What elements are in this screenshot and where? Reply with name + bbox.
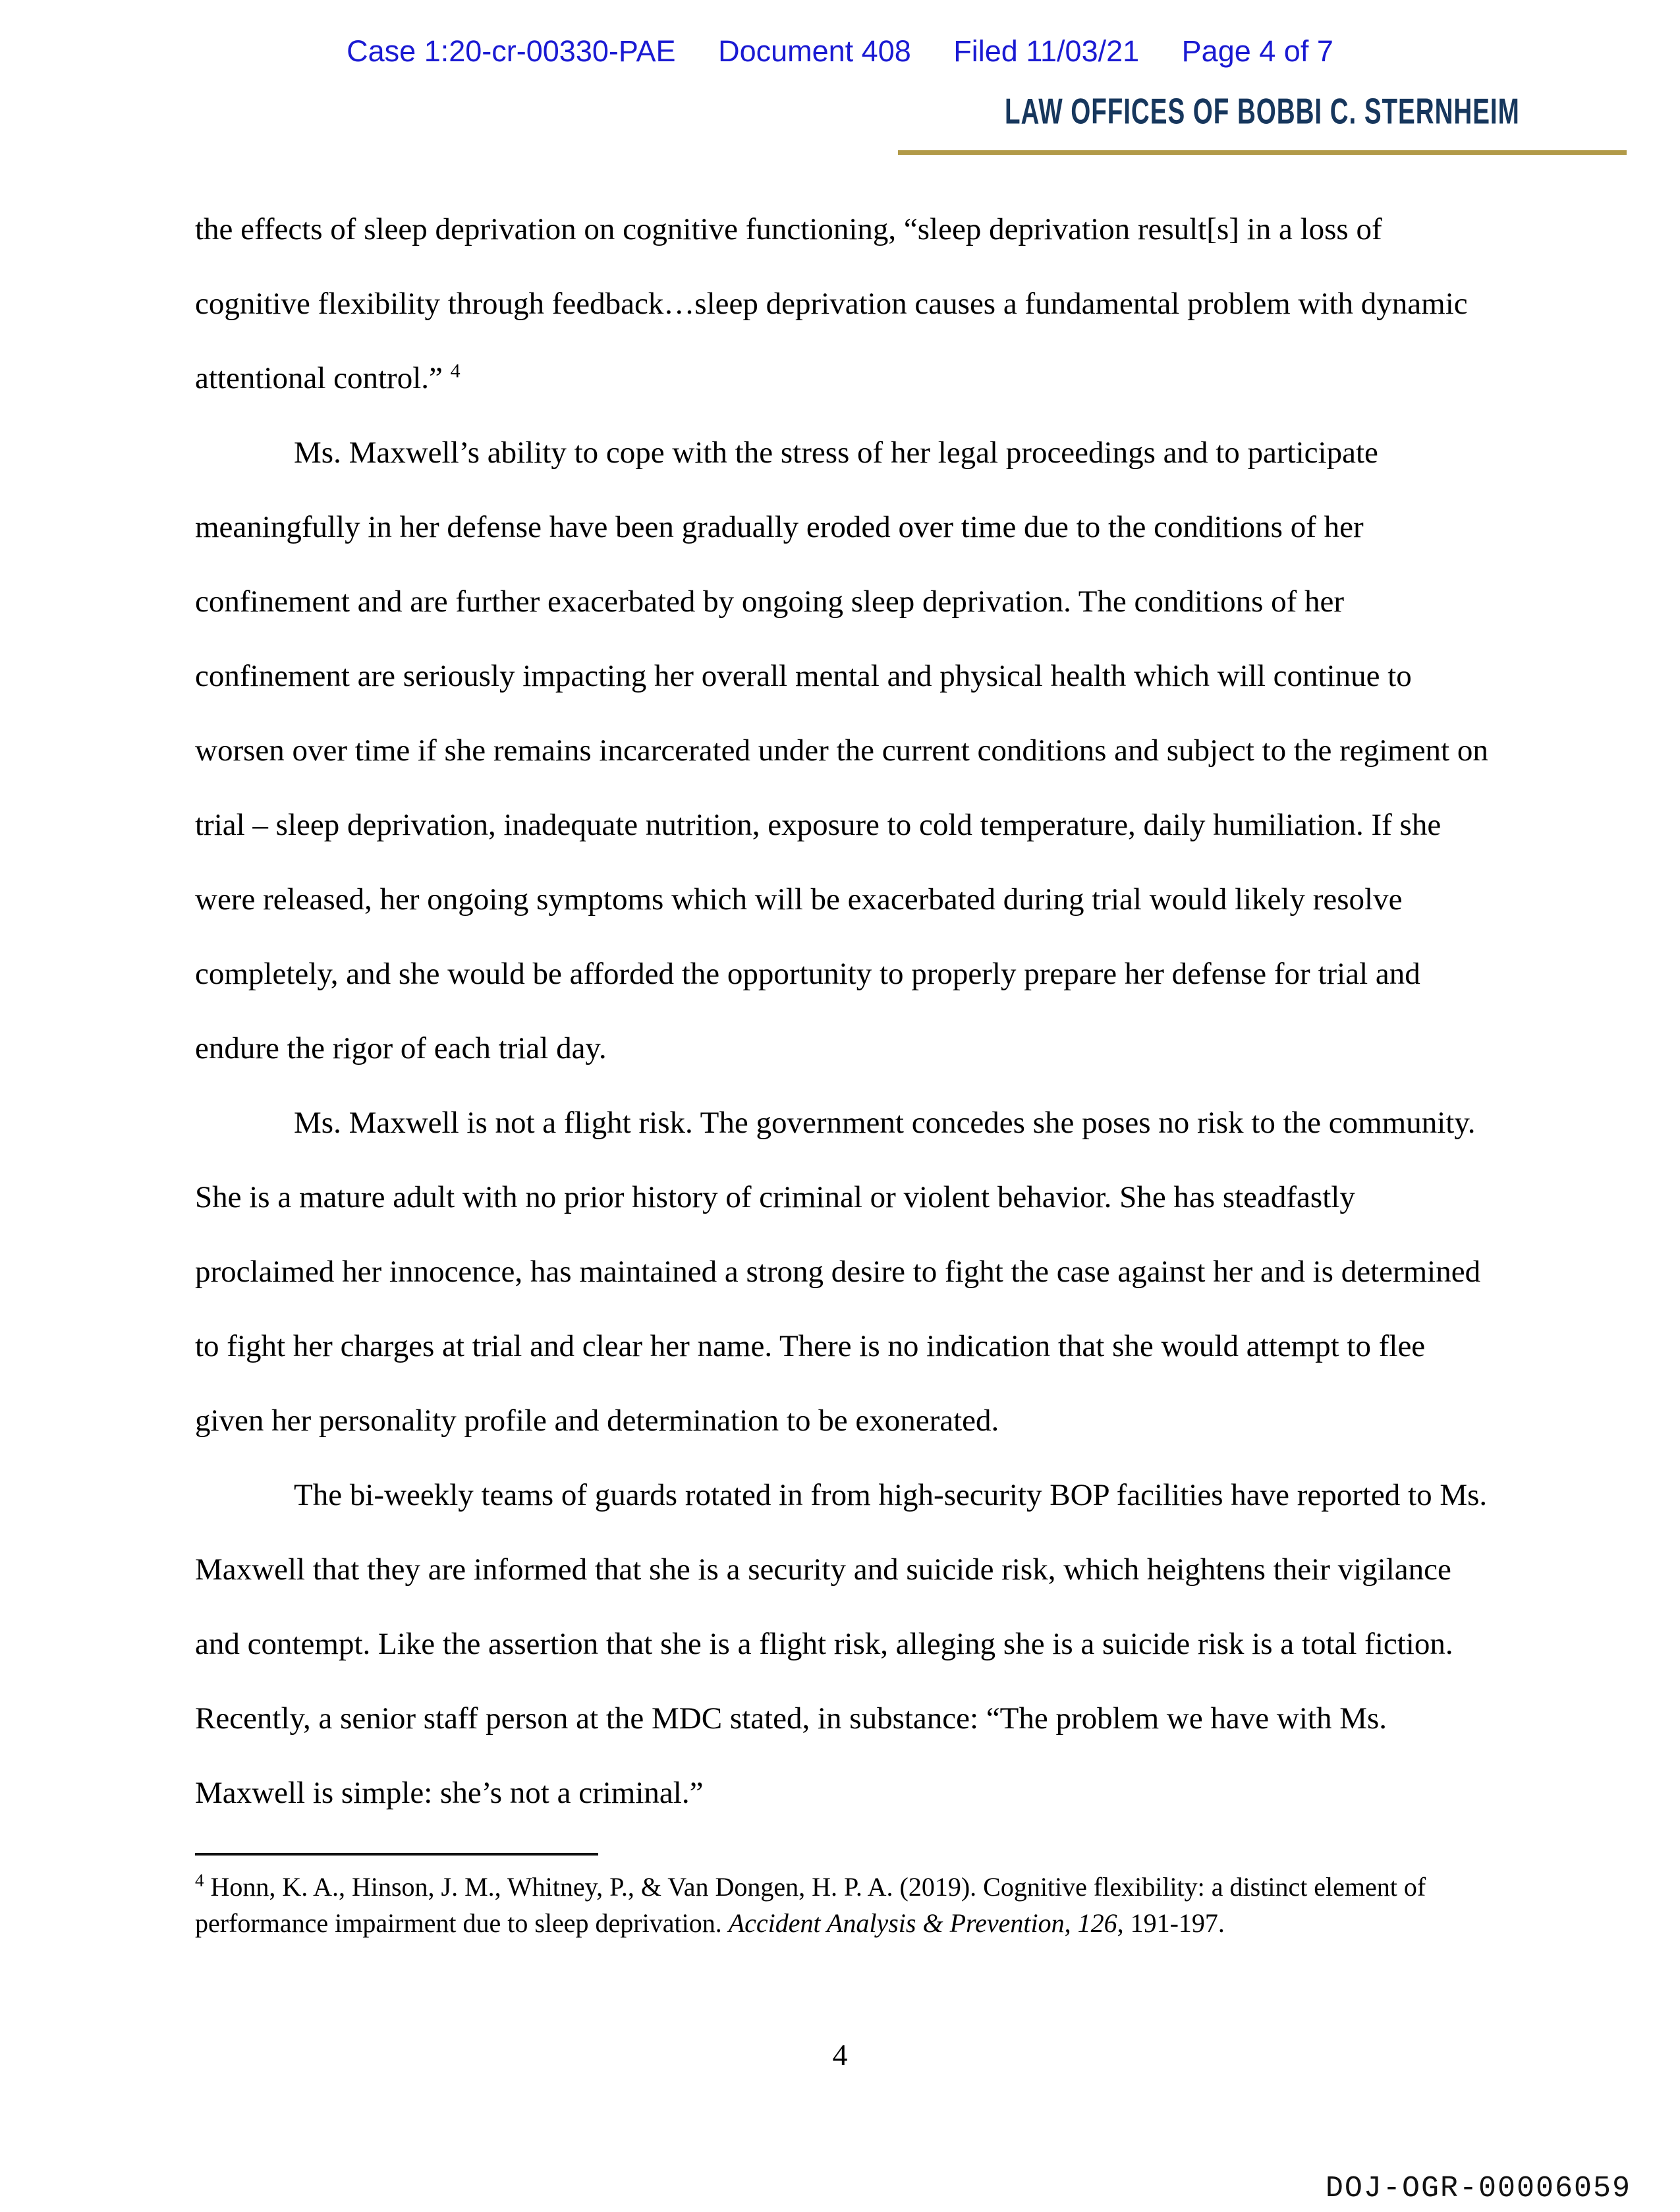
footnote-number: 4 — [195, 1870, 204, 1890]
body-paragraphs — [195, 192, 1499, 1830]
document-number: Document 408 — [718, 34, 911, 68]
footnote-ref: 4 — [450, 360, 461, 382]
page-of: Page 4 of 7 — [1181, 34, 1333, 68]
case-number: Case 1:20-cr-00330-PAE — [347, 34, 676, 68]
letterhead-title: LAW OFFICES OF BOBBI C. STERNHEIM — [1005, 91, 1520, 132]
footnote — [195, 1869, 1509, 1941]
paragraph: The bi-weekly teams of guards rotated in from high-security BOP facilities have reported to Ms. Maxwell that they are informed that she is a security and suicide risk, which heightens their vigilance and contempt. Like the assertion that she is a flight risk, alleging she is a suicide risk is a total fiction. Recently, a senior staff person at the MDC stated, in substance: “The problem we have with Ms. Maxwell is simple: she’s not a criminal.” — [195, 1478, 1488, 1810]
case-caption — [0, 34, 1680, 69]
footnote-citation-text: Honn, K. A., Hinson, J. M., Whitney, P., & Van Dongen, H. P. A. (2019). Cognitive flexibility: a distinct element of performance impairment due to sleep deprivation. — [195, 1872, 1426, 1938]
page-number: 4 — [832, 2038, 848, 2072]
footnote-citation-text: , 191-197. — [1117, 1908, 1225, 1938]
footnote-citation-italic: Accident Analysis & Prevention — [728, 1908, 1065, 1938]
footnote-separator — [195, 1853, 598, 1856]
letterhead-rule — [898, 150, 1627, 155]
footnote-citation-italic: 126 — [1077, 1908, 1117, 1938]
footnote-text — [195, 1872, 1426, 1938]
footnote-citation-text: , — [1064, 1908, 1078, 1938]
paragraph: the effects of sleep deprivation on cognitive functioning, “sleep deprivation result[s] in a loss of cognitive flexibility through feedback…sleep deprivation causes a fundamental problem with dynamic attentional control.” $^4$ — [195, 212, 1468, 395]
filed-date: Filed 11/03/21 — [953, 34, 1140, 68]
letterhead — [896, 91, 1629, 132]
paragraph: Ms. Maxwell’s ability to cope with the stress of her legal proceedings and to participate meaningfully in her defense have been gradually eroded over time due to the conditions of her confinement and are further exacerbated by ongoing sleep deprivation. The conditions of her confinement are seriously impacting her overall mental and physical health which will continue to worsen over time if she remains incarcerated under the current conditions and subject to the regiment on trial – sleep deprivation, inadequate nutrition, exposure to cold temperature, daily humiliation. If she were released, her ongoing symptoms which will be exacerbated during trial would likely resolve completely, and she would be afforded the opportunity to properly prepare her defense for trial and endure the rigor of each trial day. — [195, 436, 1488, 1065]
paragraph: Ms. Maxwell is not a flight risk. The government concedes she poses no risk to the community. She is a mature adult with no prior history of criminal or violent behavior. She has steadfastly proclaimed her innocence, has maintained a strong desire to fight the case against her and is determined to fight her charges at trial and clear her name. There is no indication that she would attempt to flee given her personality profile and determination to be exonerated. — [195, 1106, 1481, 1438]
bates-stamp: DOJ-OGR-00006059 — [1325, 2172, 1631, 2205]
